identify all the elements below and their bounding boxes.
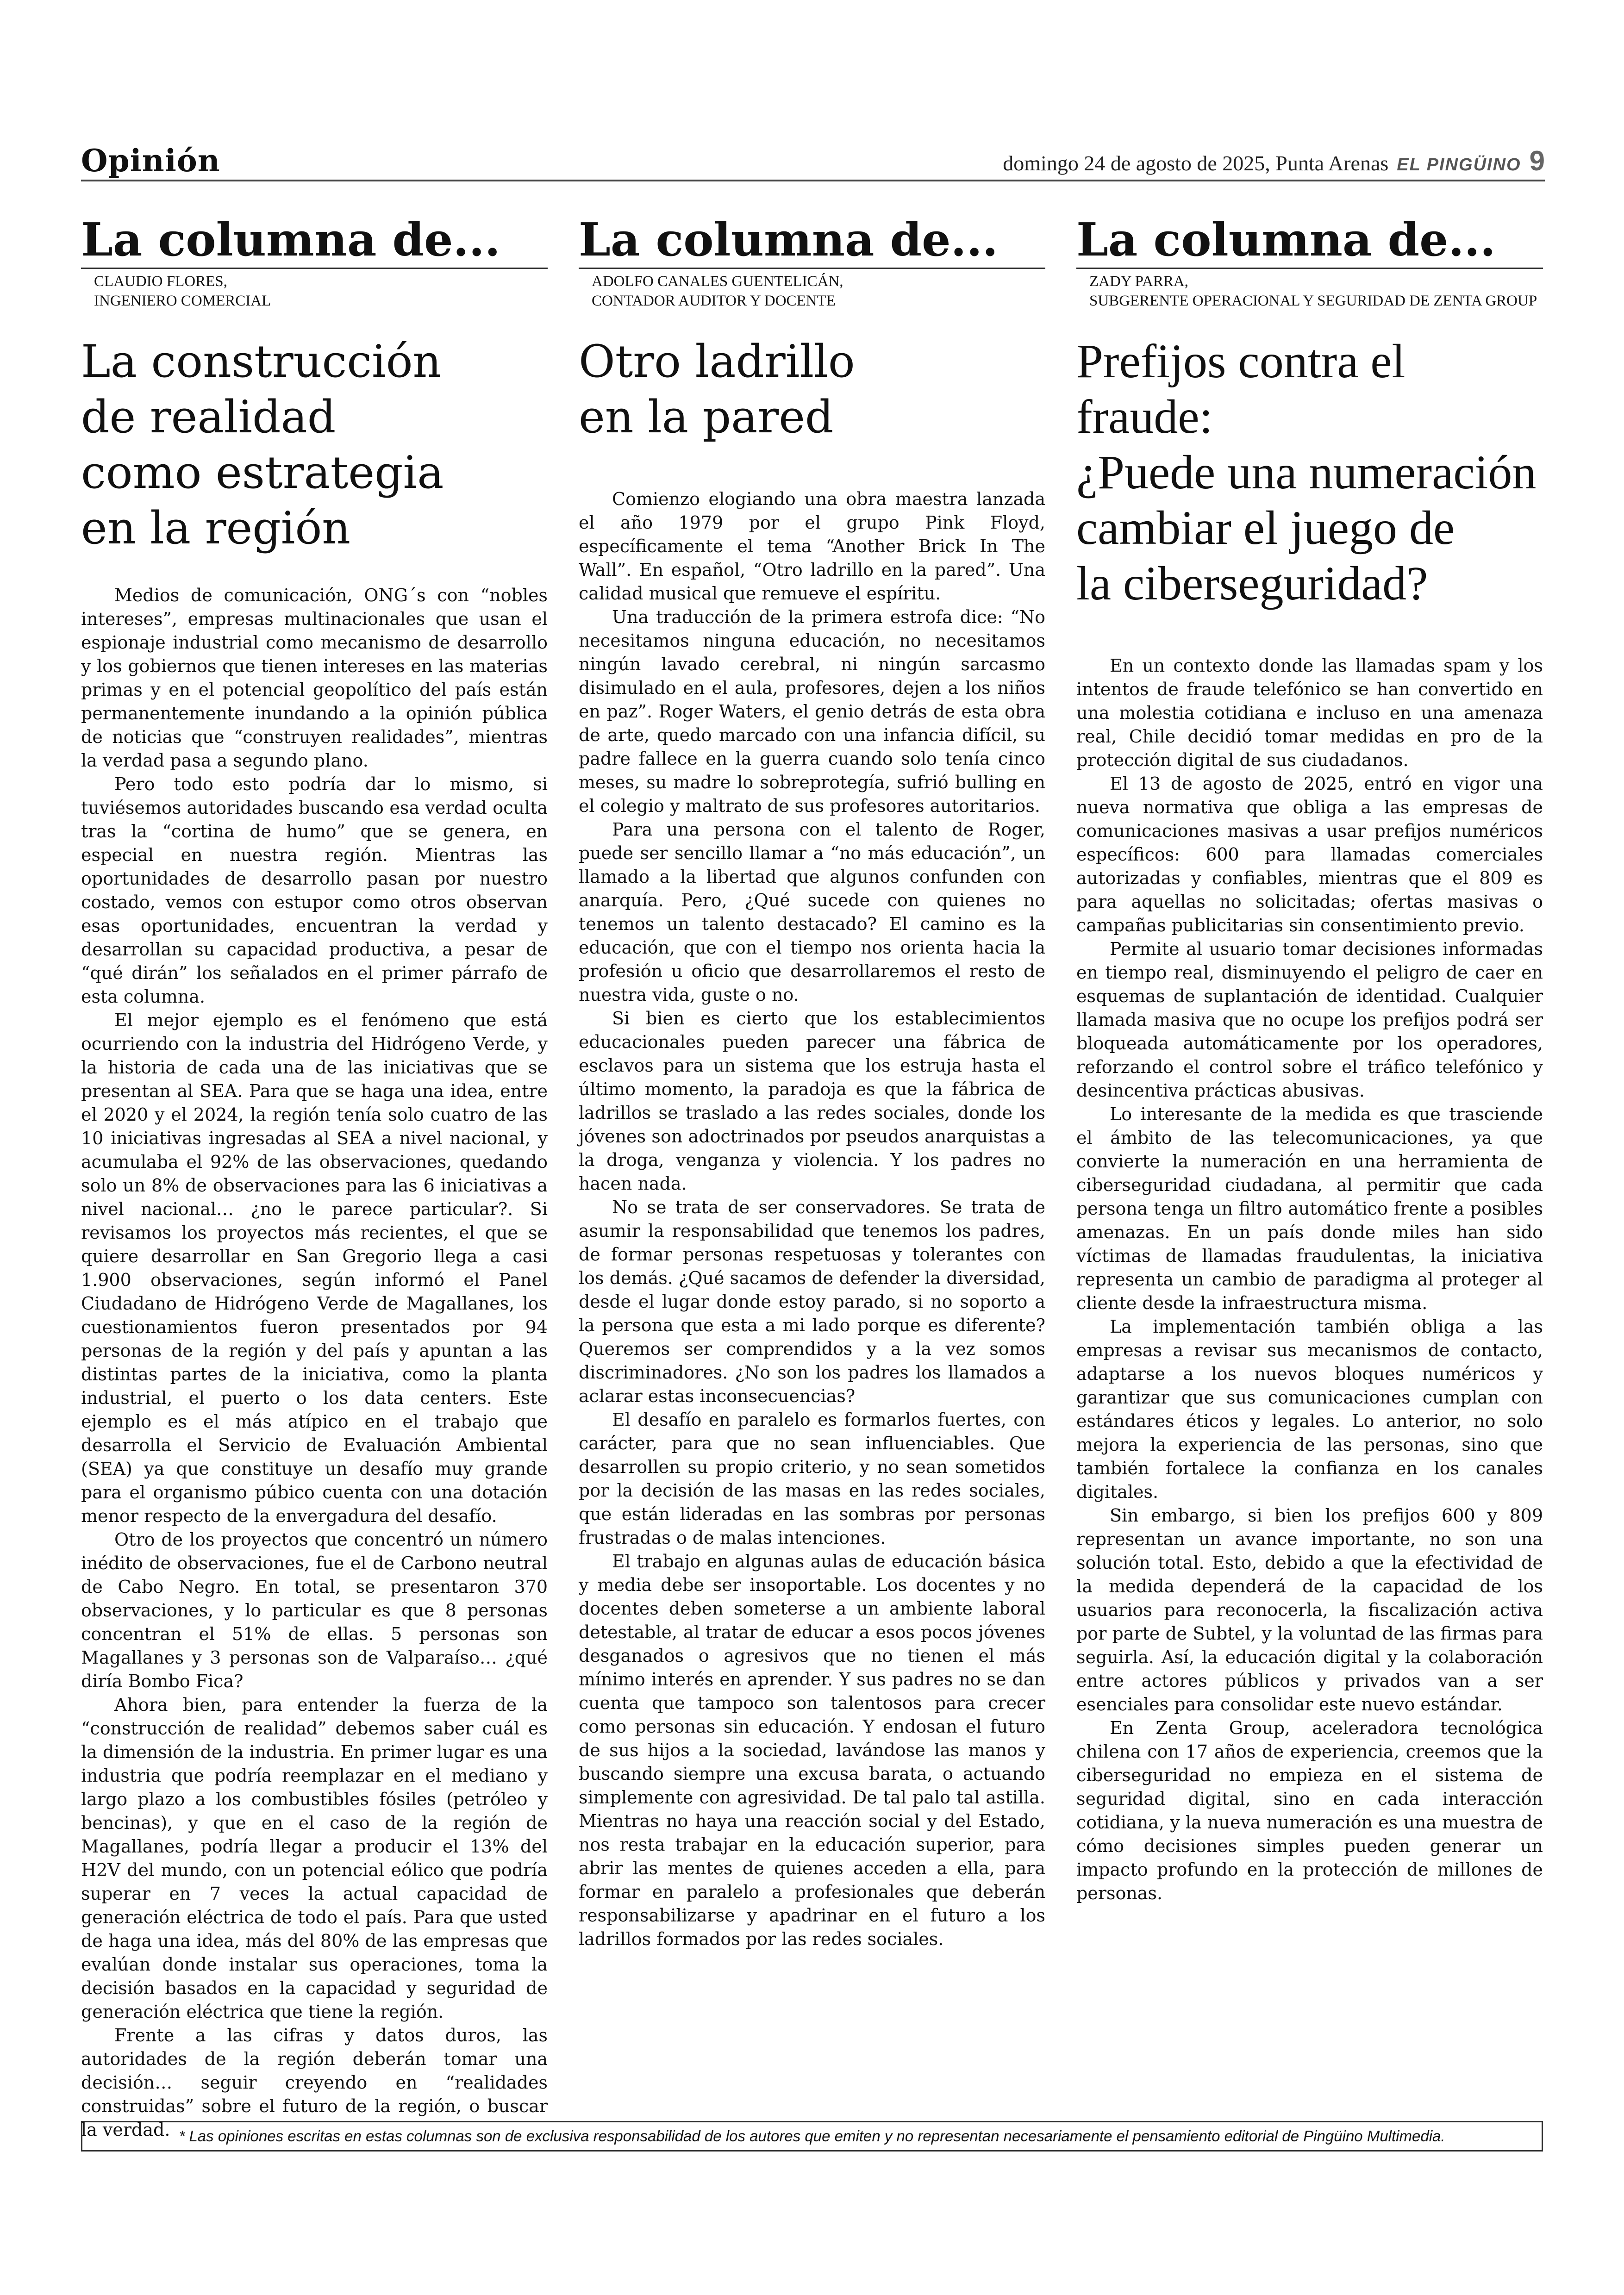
paragraph: El desafío en paralelo es formarlos fuertes, con carácter, para que no sean influenciables. Que desarrollen su propio criterio, y no sean sometidos por la decisión de las masas en las redes sociales, que están lideradas en las sombras por personas frustradas o de malas intenciones. [579,1409,1045,1548]
author-byline [592,272,1045,311]
headline-line: en la región [81,502,351,554]
author-name: ADOLFO CANALES GUENTELICÁN, [592,273,843,290]
paragraph: Otro de los proyectos que concentró un número inédito de observaciones, fue el de Carbono neutral de Cabo Negro. En total, se presentaron 370 observaciones, y lo particular es que 8 personas concentran el 51% de ellas. 5 personas son Magallanes y 3 personas son de Valparaíso… ¿qué diría Bombo Fica? [81,1529,548,1691]
opinion-column-3 [1076,213,1543,1905]
headline-line: La construcción [81,336,442,387]
headline-line: ¿Puede una numeración [1076,446,1537,499]
article-body [1076,654,1543,1905]
headline-line: en la pared [579,391,834,443]
headline-line: de realidad [81,391,336,443]
column-kicker: La columna de... [81,213,548,269]
opinion-column-1 [81,213,548,2142]
paragraph: Para una persona con el talento de Roger, puede ser sencillo llamar a “no más educación”, un llamado a la libertad que algunos confunden con anarquía. Pero, ¿Qué sucede con quienes no tenemos un talento destacado? El camino es la educación, que con el tiempo nos orienta hacia la profesión u oficio que desarrollaremos el resto de nuestra vida, guste o no. [579,819,1045,1005]
paragraph: Lo interesante de la medida es que trasciende el ámbito de las telecomunicaciones, ya que convierte la numeración en una herramienta de ciberseguridad ciudadana, al permitir que cada persona tenga un filtro automático frente a posibles amenazas. En un país donde miles han sido víctimas de llamadas fraudulentas, la iniciativa representa un cambio de paradigma al proteger al cliente desde la infraestructura misma. [1076,1104,1543,1313]
paragraph: El mejor ejemplo es el fenómeno que está ocurriendo con la industria del Hidrógeno Verde, y la historia de cada una de las iniciativas que se presentan al SEA. Para que se haga una idea, entre el 2020 y el 2024, la región tenía solo cuatro de las 10 iniciativas ingresadas al SEA a nivel nacional, y acumulaba el 92% de las observaciones, quedando solo un 8% de observaciones para las 6 iniciativas a nivel nacional… ¿no le parece particular?. Si revisamos los proyectos más recientes, el que se quiere desarrollar en San Gregorio llega a casi 1.900 observaciones, según informó el Panel Ciudadano de Hidrógeno Verde de Magallanes, los cuestionamientos fueron presentados por 94 personas de la región y del país y apuntan a las distintas partes de la iniciativa, como la planta industrial, el puerto o los data centers. Este ejemplo es el más atípico en el trabajo que desarrolla el Servicio de Evaluación Ambiental (SEA) ya que constituye un desafío muy grande para el organismo púbico cuenta con una dotación menor respecto de la envergadura del desafío. [81,1010,548,1526]
section-title: Opinión [81,143,220,179]
author-role: SUBGERENTE OPERACIONAL Y SEGURIDAD DE ZENTA GROUP [1089,293,1537,309]
paragraph: En Zenta Group, aceleradora tecnológica chilena con 17 años de experiencia, creemos que la ciberseguridad no empieza en el sistema de seguridad digital, sino en cada interacción cotidiana, y la nueva numeración es una muestra de cómo decisiones simples pueden generar un impacto profundo en la protección de millones de personas. [1076,1718,1543,1903]
paragraph: Pero todo esto podría dar lo mismo, si tuviésemos autoridades buscando esa verdad oculta tras la “cortina de humo” que se genera, en especial en nuestra región. Mientras las oportunidades de desarrollo pasan por nuestro costado, vemos con estupor como otros observan esas oportunidades, encuentran la verdad y desarrollan su capacidad productiva, a pesar de “qué dirán” los señalados en el primer párrafo de esta columna. [81,774,548,1007]
page-number: 9 [1529,145,1545,176]
paragraph: La implementación también obliga a las empresas a revisar sus mecanismos de contacto, adaptarse a los nuevos bloques numéricos y garantizar que sus comunicaciones cumplan con estándares éticos y legales. Lo anterior, no solo mejora la experiencia de las personas, sino que también fortalece la confianza en los canales digitales. [1076,1316,1543,1502]
paragraph: Una traducción de la primera estrofa dice: “No necesitamos ninguna educación, no necesitamos ningún lavado cerebral, ni ningún sarcasmo disimulado en el aula, profesores, dejen a los niños en paz”. Roger Waters, el genio detrás de esta obra de arte, quedo marcado con una infancia difícil, su padre fallece en la guerra cuando solo tenía cinco meses, su madre lo sobreprotegía, sufrió bulling en el colegio y maltrato de sus profesores autoritarios. [579,607,1045,816]
column-kicker: La columna de... [1076,213,1543,269]
dateline: domingo 24 de agosto de 2025, Punta Arenas [1003,151,1389,175]
paragraph: Frente a las cifras y datos duros, las autoridades de la región deberán tomar una decisión… seguir creyendo en “realidades construidas” sobre el futuro de la región, o buscar la verdad. [81,2025,548,2140]
headline-line: la ciberseguridad? [1076,557,1428,610]
header-meta [1003,145,1545,177]
page-header [81,143,1545,181]
paragraph: Medios de comunicación, ONG´s con “nobles intereses”, empresas multinacionales que usan el espionaje industrial como mecanismo de desarrollo y los gobiernos que tienen intereses en las materias primas y en el potencial geopolítico del país están permanentemente inundando a la opinión pública de noticias que “construyen realidades”, mientras la verdad pasa a segundo plano. [81,585,548,771]
headline-line: como estrategia [81,447,444,499]
paragraph: En un contexto donde las llamadas spam y los intentos de fraude telefónico se han convertido en una molestia cotidiana e incluso en una amenaza real, Chile decidió tomar medidas en pro de la protección digital de sus ciudadanos. [1076,655,1543,770]
article-headline [579,334,1045,445]
article-headline [1076,334,1543,611]
opinion-column-2 [579,213,1045,1951]
author-role: INGENIERO COMERCIAL [94,293,271,309]
article-body [579,487,1045,1951]
author-byline [94,272,548,311]
author-name: ZADY PARRA, [1089,273,1188,290]
headline-line: cambiar el juego de [1076,501,1455,555]
paragraph: No se trata de ser conservadores. Se trata de asumir la responsabilidad que tenemos los padres, de formar personas respetuosas y tolerantes con los demás. ¿Qué sacamos de defender la diversidad, desde el lugar donde estoy parado, si no soporto a la persona que esta a mi lado porque es diferente? Queremos ser comprendidos y a la vez somos discriminadores. ¿No son los padres los llamados a aclarar estas inconsecuencias? [579,1197,1045,1406]
paragraph: Si bien es cierto que los establecimientos educacionales pueden parecer una fábrica de esclavos para un sistema que los estruja hasta el último momento, la paradoja es que la fábrica de ladrillos se traslado a las redes sociales, donde los jóvenes son adoctrinados por pseudos anarquistas a la droga, venganza y violencia. Y los padres no hacen nada. [579,1008,1045,1194]
newspaper-brand: EL PINGÜINO [1397,155,1521,175]
author-role: CONTADOR AUDITOR Y DOCENTE [592,293,836,309]
headline-line: Prefijos contra el fraude: [1076,335,1405,443]
article-headline [81,334,548,556]
author-byline [1089,272,1543,311]
column-kicker: La columna de... [579,213,1045,269]
paragraph: El trabajo en algunas aulas de educación básica y media debe ser insoportable. Los docentes y no docentes deben someterse a un ambiente laboral detestable, al tratar de educar a esos pocos jóvenes desganados o agresivos que no tienen el más mínimo interés en aprender. Y sus padres no se dan cuenta que tampoco son talentosos para crecer como personas sin educación. Y endosan el futuro de sus hijos a la sociedad, lavándose las manos y buscando siempre una excusa barata, o actuando simplemente con agresividad. De tal palo tal astilla. Mientras no haya una reacción social y del Estado, nos resta trabajar en la educación superior, para abrir las mentes de quienes acceden a ella, para formar en paralelo a profesionales que deberán responsabilizarse y apadrinar en el futuro a los ladrillos formados por las redes sociales. [579,1551,1045,1949]
paragraph: Permite al usuario tomar decisiones informadas en tiempo real, disminuyendo el peligro de caer en esquemas de suplantación de identidad. Cualquier llamada masiva que no ocupe los prefijos podrá ser bloqueada automáticamente por los operadores, reforzando el control sobre el tráfico telefónico y desincentiva prácticas abusivas. [1076,939,1543,1101]
paragraph: Sin embargo, si bien los prefijos 600 y 809 representan un avance importante, no son una solución total. Esto, debido a que la efectividad de la medida dependerá de la capacidad de los usuarios para reconocerla, la fiscalización activa por parte de Subtel, y la voluntad de las firmas para seguirla. Así, la educación digital y la colaboración entre actores públicos y privados van a ser esenciales para consolidar este nuevo estándar. [1076,1505,1543,1715]
paragraph: Comienzo elogiando una obra maestra lanzada el año 1979 por el grupo Pink Floyd, específicamente el tema “Another Brick In The Wall”. En español, “Otro ladrillo en la pared”. Una calidad musical que remueve el espíritu. [579,489,1045,604]
author-name: CLAUDIO FLORES, [94,273,227,290]
paragraph: Ahora bien, para entender la fuerza de la “construcción de realidad” debemos saber cuál es la dimensión de la industria. En primer lugar es una industria que podría reemplazar en el mediano y largo plazo a los combustibles fósiles (petróleo y bencinas), y que en el caso de la región de Magallanes, podría llegar a producir el 13% del H2V del mundo, con un potencial eólico que podría superar en 7 veces la actual capacidad de generación eléctrica de todo el país. Para que usted de haga una idea, más del 80% de las empresas que evalúan donde instalar sus operaciones, toma la decisión basados en la capacidad y seguridad de generación eléctrica que tiene la región. [81,1695,548,2022]
disclaimer-box: * Las opiniones escritas en estas columnas son de exclusiva responsabilidad de los autores que emiten y no representan necesariamente el pensamiento editorial de Pingüino Multimedia. [81,2121,1543,2152]
headline-line: Otro ladrillo [579,336,855,387]
paragraph: El 13 de agosto de 2025, entró en vigor una nueva normativa que obliga a las empresas de comunicaciones masivas a usar prefijos numéricos específicos: 600 para llamadas comerciales autorizadas y confiables, mientras que el 809 es para aquellas no solicitadas; ofertas masivas o campañas publicitarias sin consentimiento previo. [1076,773,1543,935]
article-body [81,584,548,2142]
